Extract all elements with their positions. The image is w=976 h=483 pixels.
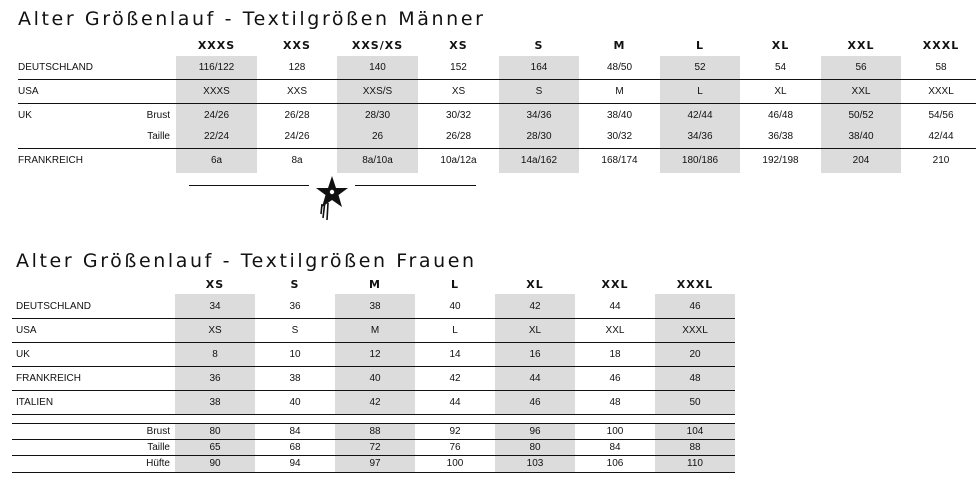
table-cell: 26: [371, 131, 384, 142]
men-size-header: XL: [771, 39, 790, 52]
table-cell: 16: [529, 349, 541, 360]
table-cell: XXL: [605, 325, 625, 336]
women-size-header: XS: [205, 278, 225, 291]
divider-line-left: [189, 185, 309, 186]
table-cell: 56: [855, 62, 867, 73]
women-row-divider: [12, 390, 735, 391]
table-cell: 22/24: [203, 131, 230, 142]
table-cell: 84: [609, 442, 621, 453]
table-cell: 34/36: [687, 131, 713, 142]
table-cell: 88: [689, 442, 701, 453]
table-cell: 30/32: [445, 110, 472, 121]
women-row-divider: [12, 318, 735, 319]
measure-label: Taille: [147, 442, 170, 453]
table-cell: 44: [529, 373, 541, 384]
table-cell: 44: [449, 397, 461, 408]
table-cell: 54: [774, 62, 787, 73]
table-cell: 96: [529, 426, 541, 437]
measure-label: Hüfte: [146, 458, 170, 469]
men-size-header: M: [613, 39, 626, 52]
table-cell: 38/40: [606, 110, 633, 121]
table-cell: M: [370, 325, 380, 336]
table-cell: XXXL: [682, 325, 708, 336]
row-label: ITALIEN: [16, 397, 54, 408]
table-cell: 6a: [210, 155, 223, 166]
table-cell: XS: [451, 86, 466, 97]
table-cell: 48: [689, 373, 701, 384]
table-cell: XXXS: [203, 86, 230, 97]
men-row-uk-brust: [0, 106, 976, 126]
table-cell: 128: [288, 62, 306, 73]
table-cell: 26/28: [445, 131, 472, 142]
table-cell: XS: [208, 325, 222, 336]
sub-row-label: Brust: [146, 110, 170, 121]
table-cell: 20: [689, 349, 701, 360]
table-cell: 54/56: [928, 110, 954, 121]
table-cell: 28/30: [364, 110, 391, 121]
table-cell: 116/122: [198, 62, 235, 73]
women-size-header: XXXL: [676, 278, 714, 291]
table-cell: 44: [609, 301, 621, 312]
table-cell: 26/28: [284, 110, 310, 121]
table-cell: 90: [209, 458, 221, 469]
table-cell: 42/44: [928, 131, 954, 142]
table-cell: 72: [369, 442, 381, 453]
men-size-header: XXXL: [922, 39, 960, 52]
women-size-header: S: [290, 278, 300, 291]
table-cell: M: [615, 86, 624, 97]
table-cell: 40: [289, 397, 301, 408]
table-cell: 42: [449, 373, 461, 384]
men-chart-title: Alter Größenlauf - Textilgrößen Männer: [18, 8, 486, 30]
table-cell: XL: [774, 86, 787, 97]
table-cell: 46: [609, 373, 621, 384]
men-row-frankreich: [0, 151, 976, 171]
table-cell: 94: [289, 458, 301, 469]
men-size-header: XS: [449, 39, 468, 52]
table-cell: 210: [932, 155, 950, 166]
row-label: UK: [18, 110, 32, 121]
table-cell: L: [452, 325, 458, 336]
row-label: FRANKREICH: [16, 373, 82, 384]
table-cell: 8a: [291, 155, 303, 166]
men-size-header: XXS: [283, 39, 311, 52]
women-row-huefte: [0, 456, 976, 472]
table-cell: 140: [369, 62, 386, 73]
table-cell: 12: [369, 349, 381, 360]
table-cell: 40: [369, 373, 381, 384]
table-cell: 38: [369, 301, 381, 312]
table-cell: 8: [212, 349, 218, 360]
women-size-header: M: [369, 278, 381, 291]
table-cell: 14a/162: [520, 155, 558, 166]
table-cell: 38: [209, 397, 221, 408]
table-cell: 92: [449, 426, 461, 437]
table-cell: 84: [289, 426, 301, 437]
table-cell: 46: [689, 301, 701, 312]
sub-row-label: Taille: [147, 131, 170, 142]
table-cell: XXS/S: [362, 86, 393, 97]
table-cell: 68: [289, 442, 301, 453]
table-cell: 104: [686, 426, 704, 437]
women-row-divider: [12, 414, 735, 415]
men-row-usa: [0, 82, 976, 102]
table-cell: 88: [369, 426, 381, 437]
table-cell: XL: [528, 325, 542, 336]
measure-label: Brust: [146, 426, 170, 437]
row-label: DEUTSCHLAND: [16, 301, 92, 312]
table-cell: 10: [289, 349, 301, 360]
table-cell: 18: [609, 349, 621, 360]
row-label: UK: [16, 349, 30, 360]
table-cell: XXL: [851, 86, 871, 97]
women-row-deutschland: [0, 297, 976, 317]
women-row-usa: [0, 321, 976, 341]
women-row-divider: [12, 472, 735, 473]
table-cell: 192/198: [762, 155, 799, 166]
row-label: FRANKREICH: [18, 155, 84, 166]
row-label: DEUTSCHLAND: [18, 62, 94, 73]
table-cell: 100: [606, 426, 624, 437]
table-cell: 100: [446, 458, 464, 469]
star-logo-icon: [313, 174, 351, 222]
women-row-brust: [0, 424, 976, 440]
men-row-divider: [18, 148, 976, 149]
table-cell: 42/44: [687, 110, 713, 121]
men-size-header-row: [0, 38, 976, 54]
divider-line-right: [355, 185, 476, 186]
table-cell: 48/50: [606, 62, 633, 73]
women-size-header: XXL: [601, 278, 629, 291]
row-label: USA: [18, 86, 39, 97]
table-cell: 24/26: [284, 131, 310, 142]
women-size-header: L: [450, 278, 459, 291]
table-cell: 110: [687, 458, 703, 469]
men-size-header: XXL: [847, 39, 875, 52]
table-cell: 28/30: [526, 131, 552, 142]
table-cell: 14: [449, 349, 461, 360]
men-row-uk-taille: [0, 127, 976, 147]
table-cell: 34: [209, 301, 221, 312]
table-cell: 168/174: [601, 155, 638, 166]
table-cell: 42: [529, 301, 541, 312]
table-cell: 48: [609, 397, 621, 408]
table-cell: 8a/10a: [362, 155, 393, 166]
men-size-header: XXS/XS: [351, 39, 404, 52]
table-cell: 30/32: [606, 131, 633, 142]
men-row-divider: [18, 79, 976, 80]
table-cell: 180/186: [681, 155, 719, 166]
table-cell: S: [291, 325, 299, 336]
men-row-deutschland: [0, 58, 976, 78]
men-size-header: S: [534, 39, 544, 52]
table-cell: 106: [606, 458, 624, 469]
table-cell: XXXL: [928, 86, 954, 97]
table-cell: 42: [369, 397, 381, 408]
table-cell: 97: [369, 458, 381, 469]
women-chart-title: Alter Größenlauf - Textilgrößen Frauen: [16, 250, 477, 272]
table-cell: 52: [694, 62, 706, 73]
table-cell: 80: [529, 442, 541, 453]
table-cell: 65: [209, 442, 221, 453]
table-cell: 40: [449, 301, 461, 312]
table-cell: 50: [689, 397, 701, 408]
table-cell: 50/52: [848, 110, 874, 121]
table-cell: 80: [209, 426, 221, 437]
table-cell: S: [535, 86, 543, 97]
table-cell: 58: [935, 62, 947, 73]
table-cell: 152: [450, 62, 467, 73]
women-size-header-row: [0, 277, 976, 293]
men-size-header: L: [695, 39, 704, 52]
table-cell: 76: [449, 442, 461, 453]
women-size-header: XL: [526, 278, 544, 291]
table-cell: 164: [530, 62, 548, 73]
table-cell: 36: [289, 301, 301, 312]
women-row-divider: [12, 342, 735, 343]
men-row-divider: [18, 103, 976, 104]
table-cell: L: [697, 86, 703, 97]
table-cell: 34/36: [526, 110, 552, 121]
table-cell: 38/40: [848, 131, 874, 142]
table-cell: 204: [852, 155, 870, 166]
women-row-uk: [0, 345, 976, 365]
women-row-frankreich: [0, 369, 976, 389]
women-row-taille: [0, 440, 976, 456]
table-cell: 38: [289, 373, 301, 384]
table-cell: XXS: [286, 86, 307, 97]
men-size-header: XXXS: [197, 39, 236, 52]
table-cell: 36/38: [767, 131, 794, 142]
table-cell: 103: [526, 458, 544, 469]
table-cell: 46/48: [767, 110, 794, 121]
table-cell: 36: [209, 373, 221, 384]
table-cell: 10a/12a: [440, 155, 477, 166]
table-cell: 46: [529, 397, 541, 408]
table-cell: 24/26: [203, 110, 230, 121]
row-label: USA: [16, 325, 37, 336]
women-row-italien: [0, 393, 976, 413]
women-row-divider: [12, 366, 735, 367]
